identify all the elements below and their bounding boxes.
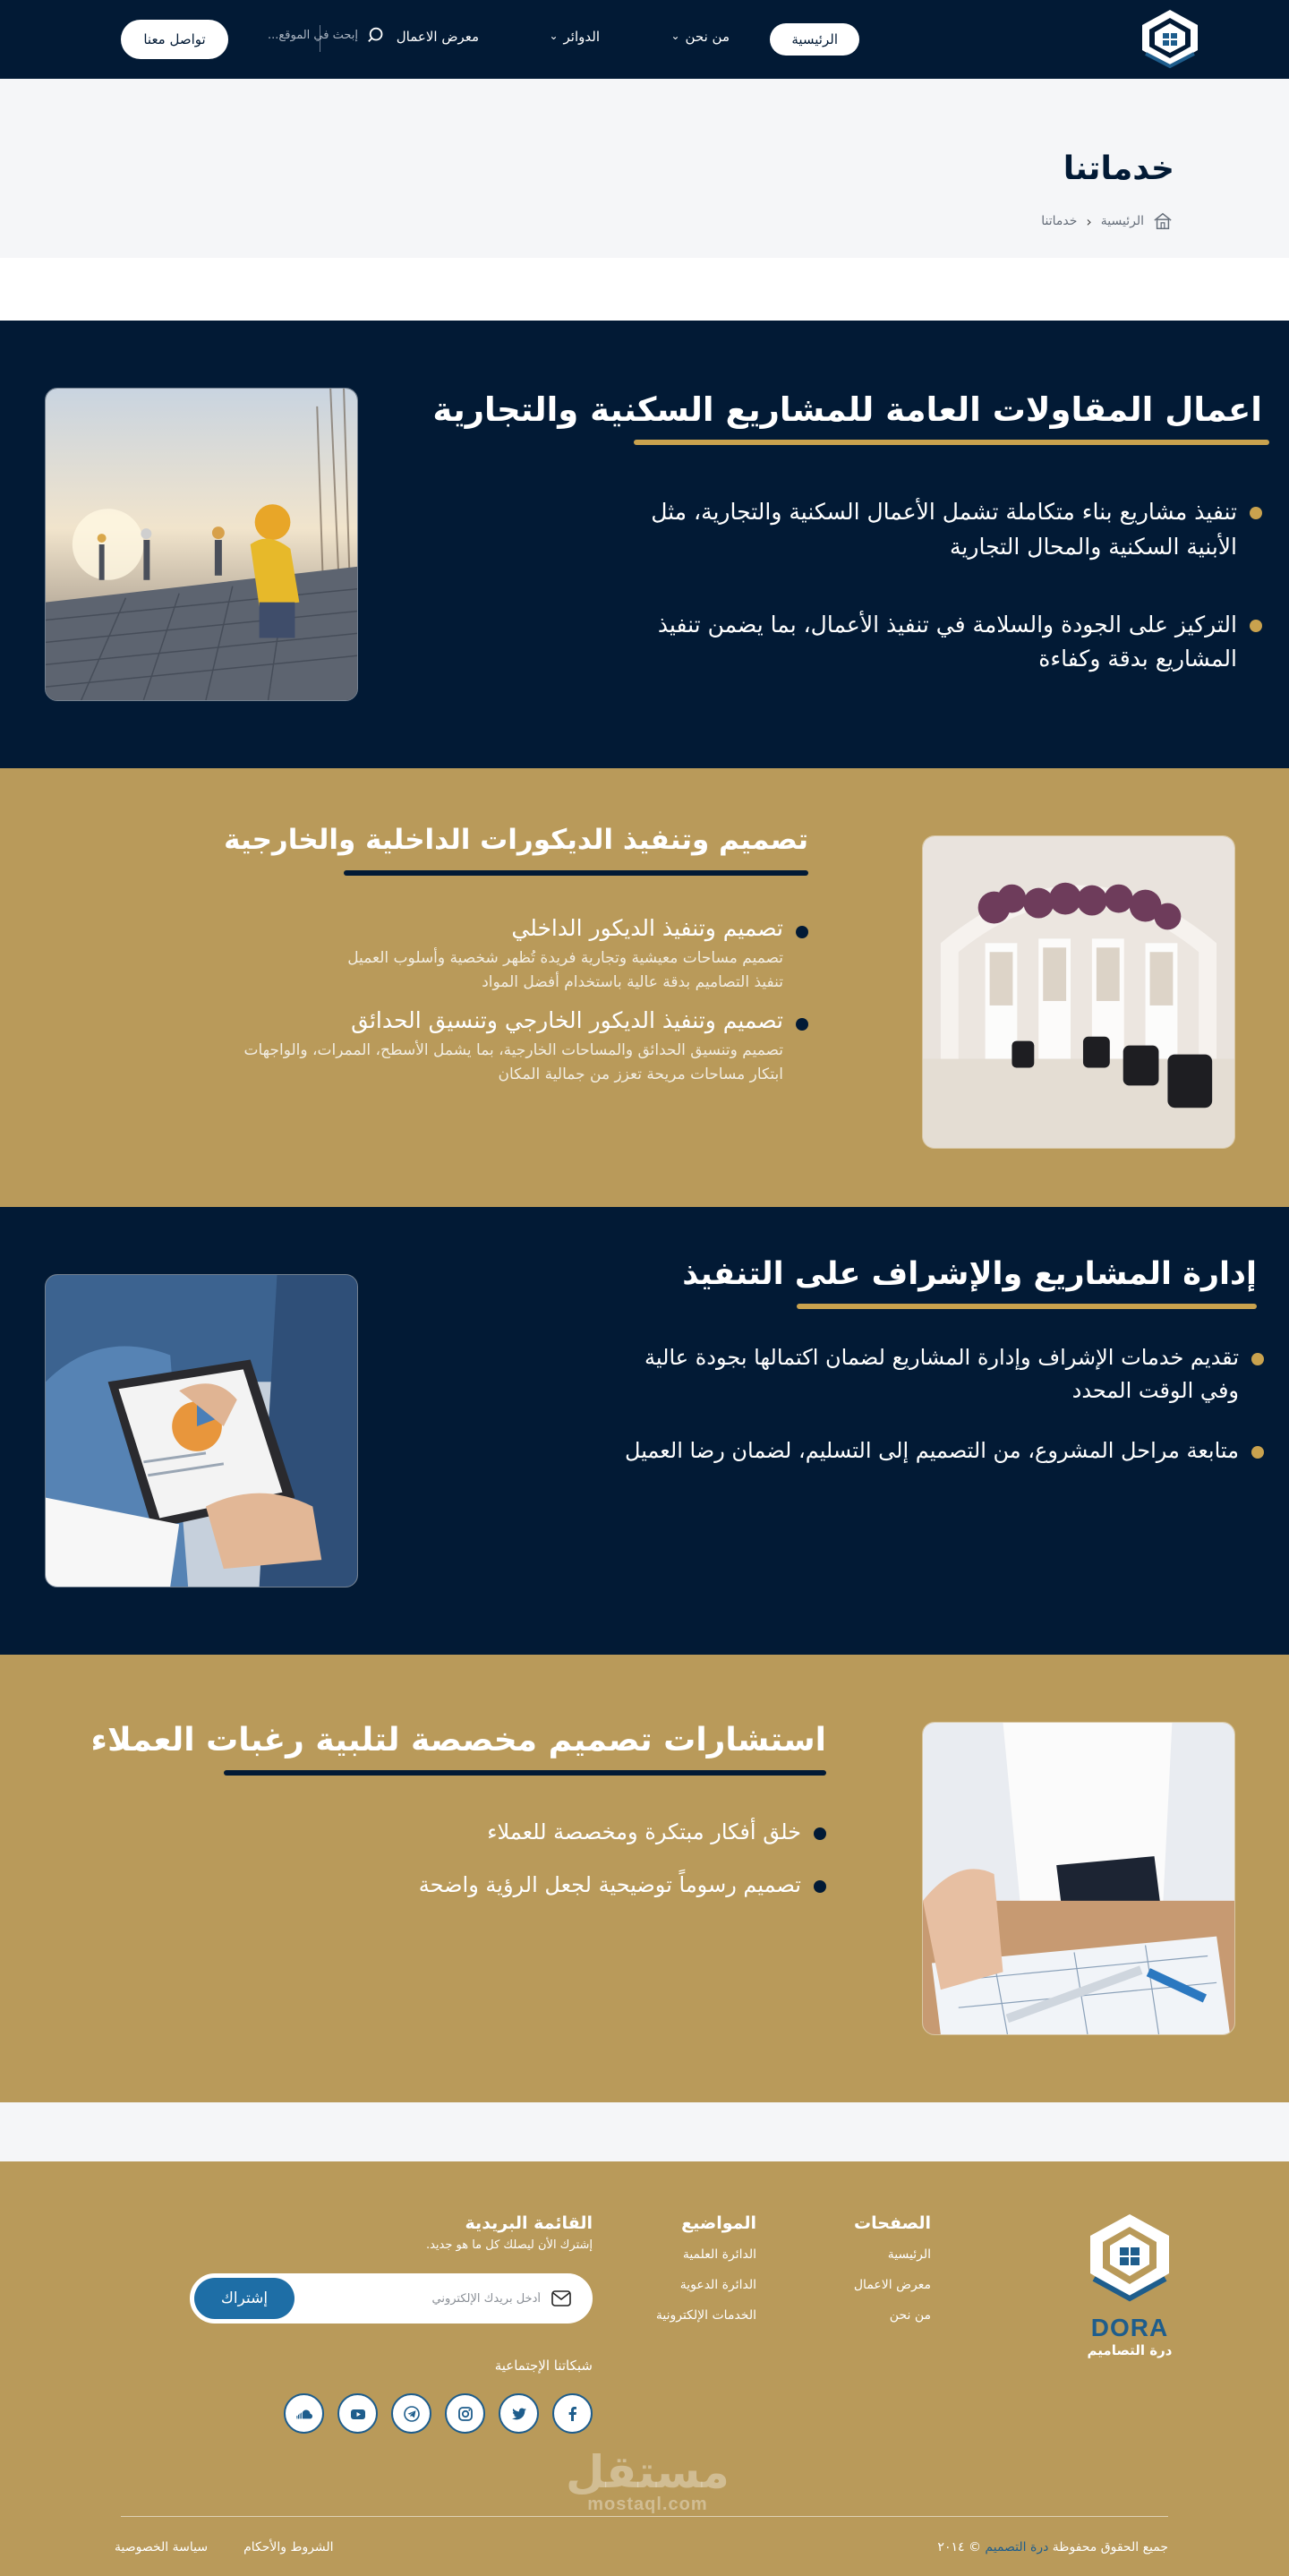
footer-brand-name-ar: درة التصاميم	[1087, 2342, 1173, 2358]
footer-link-about[interactable]: من نحن	[889, 2308, 931, 2323]
bullet-text: تنفيذ مشاريع بناء متكاملة تشمل الأعمال السكنية والتجارية، مثل الأبنية السكنية والمحال التجارية	[651, 499, 1237, 560]
bullet-dot-icon	[1251, 1446, 1264, 1459]
twitter-icon[interactable]	[499, 2393, 539, 2434]
copyright-brand-link[interactable]: درة التصميم	[985, 2540, 1049, 2555]
footer-link-gallery[interactable]: معرض الاعمال	[853, 2278, 931, 2292]
bullet-text: تقديم خدمات الإشراف وإدارة المشاريع لضمان اكتمالها بجودة عالية وفي الوقت المحدد	[644, 1345, 1239, 1404]
bullet-dot-icon	[796, 926, 808, 938]
title-underline	[797, 1304, 1257, 1309]
social-title: شبكاتنا الإجتماعية	[494, 2358, 593, 2374]
copyright-year: © ٢٠١٤	[937, 2540, 981, 2555]
instagram-icon[interactable]	[445, 2393, 485, 2434]
salon-interior-image	[922, 835, 1235, 1149]
bullet-heading: تصميم وتنفيذ الديكور الداخلي	[511, 915, 783, 941]
list-item	[619, 1341, 1264, 1408]
service-decor	[0, 768, 1289, 1207]
email-field[interactable]	[308, 2275, 541, 2322]
nav-about-label: من نحن	[685, 29, 730, 45]
list-item	[619, 1434, 1264, 1468]
section-spacer	[0, 2102, 1289, 2161]
footer-link-dawah[interactable]: الدائرة الدعوية	[679, 2278, 756, 2292]
bullet-heading: تصميم وتنفيذ الديكور الخارجي وتنسيق الحدائق	[351, 1007, 783, 1034]
footer-column-title: المواضيع	[681, 2213, 756, 2233]
bullet-description: ابتكار مساحات مريحة تعزز من جمالية المكان	[498, 1065, 783, 1084]
list-item	[182, 1004, 808, 1087]
bullet-dot-icon	[1250, 620, 1262, 632]
service-title: إدارة المشاريع والإشراف على التنفيذ	[682, 1256, 1257, 1292]
nav-circles-label: الدوائر	[563, 29, 600, 45]
mail-icon	[551, 2290, 571, 2306]
newsletter-subtitle: إشترك الأن ليصلك كل ما هو جديد.	[425, 2238, 593, 2252]
footer-link-eservices[interactable]: الخدمات الإلكترونية	[655, 2308, 756, 2323]
subscribe-button[interactable]: إشتراك	[194, 2278, 295, 2319]
bullet-dot-icon	[1251, 1353, 1264, 1365]
watermark	[566, 2446, 730, 2515]
list-item	[600, 495, 1262, 565]
logo-icon[interactable]	[1085, 2211, 1174, 2309]
watermark-url: mostaql.com	[587, 2495, 708, 2514]
site-header	[0, 0, 1289, 79]
copyright	[937, 2540, 1168, 2555]
nav-about-dropdown[interactable]	[670, 29, 730, 45]
breadcrumb	[1041, 211, 1173, 231]
watermark-text: مستقل	[566, 2446, 730, 2498]
search-icon[interactable]	[367, 25, 387, 45]
bullet-dot-icon	[814, 1827, 826, 1840]
title-underline	[344, 870, 808, 876]
list-item	[200, 1869, 826, 1902]
bullet-dot-icon	[814, 1880, 826, 1893]
service-bullet-list	[182, 911, 808, 1087]
site-footer	[0, 2161, 1289, 2576]
architect-blueprints-image	[922, 1722, 1235, 2035]
footer-column-title: القائمة البريدية	[465, 2213, 593, 2233]
service-bullet-list	[200, 1816, 826, 1921]
footer-topics-column	[656, 2213, 756, 2339]
footer-divider	[121, 2516, 1168, 2517]
title-underline	[634, 440, 1269, 445]
bullet-text: التركيز على الجودة والسلامة في تنفيذ الأعمال، بما يضمن تنفيذ المشاريع بدقة وكفاءة	[657, 611, 1237, 672]
bullet-text: خلق أفكار مبتكرة ومخصصة للعملاء	[487, 1819, 801, 1844]
breadcrumb-home-link[interactable]: الرئيسية	[1100, 214, 1144, 228]
service-title: اعمال المقاولات العامة للمشاريع السكنية والتجارية	[432, 390, 1262, 429]
page-header	[0, 79, 1289, 258]
bullet-text: متابعة مراحل المشروع، من التصميم إلى التسليم، لضمان رضا العميل	[625, 1438, 1239, 1464]
list-item	[182, 911, 808, 995]
home-icon[interactable]	[1153, 211, 1173, 231]
service-title: استشارات تصميم مخصصة لتلبية رغبات العملاء	[90, 1722, 826, 1759]
search-placeholder[interactable]: إبحث في الموقع...	[267, 28, 358, 42]
construction-workers-image	[45, 388, 358, 701]
privacy-link[interactable]: سياسة الخصوصية	[115, 2540, 209, 2555]
footer-legal-links	[115, 2540, 334, 2555]
section-spacer	[0, 258, 1289, 321]
nav-home-button[interactable]: الرئيسية	[770, 23, 859, 56]
service-bullet-list	[600, 495, 1262, 720]
team-tablet-image	[45, 1274, 358, 1588]
footer-pages-column	[854, 2213, 931, 2339]
page-title: خدماتنا	[1063, 150, 1174, 187]
nav-gallery-link[interactable]	[397, 29, 479, 45]
bullet-dot-icon	[1250, 507, 1262, 519]
footer-column-title: الصفحات	[854, 2213, 931, 2233]
chevron-left-icon: ‹	[1086, 212, 1092, 230]
service-consulting	[0, 1655, 1289, 2102]
bullet-description: تنفيذ التصاميم بدقة عالية باستخدام أفضل المواد	[482, 972, 783, 991]
search-box[interactable]	[268, 25, 387, 45]
nav-circles-dropdown[interactable]	[549, 29, 600, 45]
bullet-text: تصميم رسوماً توضيحية لجعل الرؤية واضحة	[418, 1872, 801, 1898]
bullet-description: تصميم مساحات معيشية وتجارية فريدة تُظهر شخصية وأسلوب العميل	[347, 948, 783, 967]
breadcrumb-current: خدماتنا	[1041, 214, 1078, 228]
terms-link[interactable]: الشروط والأحكام	[243, 2540, 334, 2555]
footer-link-scientific[interactable]: الدائرة العلمية	[682, 2247, 756, 2262]
nav-gallery-label: معرض الاعمال	[396, 29, 479, 45]
bullet-dot-icon	[796, 1018, 808, 1031]
service-title: تصميم وتنفيذ الديكورات الداخلية والخارجية	[224, 824, 808, 856]
social-links	[181, 2393, 593, 2434]
copyright-prefix: جميع الحقوق محفوظة	[1052, 2540, 1168, 2555]
service-contracting	[0, 321, 1289, 768]
telegram-icon[interactable]	[391, 2393, 431, 2434]
list-item	[200, 1816, 826, 1849]
chevron-down-icon: ⌄	[549, 30, 559, 42]
list-item	[600, 608, 1262, 678]
chevron-down-icon: ⌄	[670, 30, 680, 42]
service-project-management	[0, 1207, 1289, 1655]
footer-link-home[interactable]: الرئيسية	[887, 2247, 931, 2262]
facebook-icon[interactable]	[552, 2393, 593, 2434]
footer-brand-name: DORA	[1090, 2314, 1169, 2341]
footer-newsletter-column	[181, 2213, 593, 2434]
newsletter-form	[190, 2273, 593, 2324]
soundcloud-icon[interactable]	[284, 2393, 324, 2434]
bullet-description: تصميم وتنسيق الحدائق والمساحات الخارجية، بما يشمل الأسطح، الممرات، والواجهات	[243, 1040, 783, 1059]
title-underline	[224, 1770, 826, 1776]
logo-icon[interactable]	[1139, 7, 1201, 72]
service-bullet-list	[619, 1341, 1264, 1495]
contact-us-button[interactable]: تواصل معنا	[121, 20, 228, 59]
youtube-icon[interactable]	[337, 2393, 378, 2434]
